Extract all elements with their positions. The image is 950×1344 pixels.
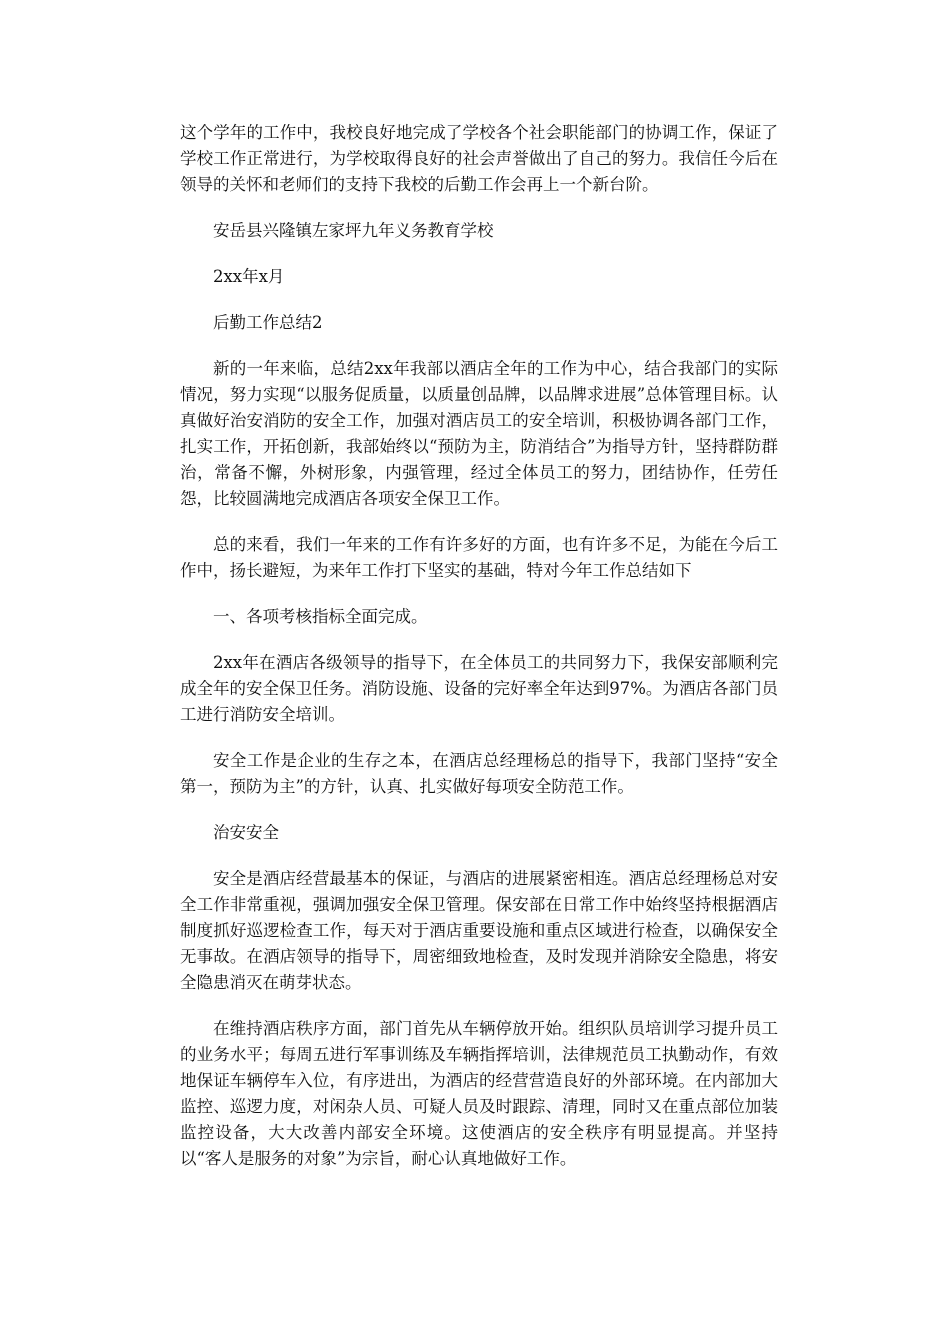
paragraph-overview: 总的来看，我们一年来的工作有许多好的方面，也有许多不足，为能在今后工作中，扬长避短，为来年工作打下坚实的基础，特对今年工作总结如下 xyxy=(180,535,778,580)
document-body xyxy=(180,120,778,1192)
paragraph-order-maintenance: 在维持酒店秩序方面，部门首先从车辆停放开始。组织队员培训学习提升员工的业务水平；每周五进行军事训练及车辆指挥培训，法律规范员工执勤动作，有效地保证车辆停车入位，有序进出，为酒店的经营营造良好的外部环境。在内部加大监控、巡逻力度，对闲杂人员、可疑人员及时跟踪、清理，同时又在重点部位加装监控设备，大大改善内部安全环境。这使酒店的安全秩序有明显提高。并坚持以“客人是服务的对象”为宗旨，耐心认真地做好工作。 xyxy=(180,1019,778,1168)
heading-public-security: 治安安全 xyxy=(213,823,279,842)
date-line: 2xx年x月 xyxy=(213,267,285,286)
section-title: 后勤工作总结2 xyxy=(213,313,323,332)
paragraph-security-details: 安全是酒店经营最基本的保证，与酒店的进展紧密相连。酒店总经理杨总对安全工作非常重视，强调加强安全保卫管理。保安部在日常工作中始终坚持根据酒店制度抓好巡逻检查工作，每天对于酒店重要设施和重点区域进行检查，以确保安全无事故。在酒店领导的指导下，周密细致地检查，及时发现并消除安全隐患，将安全隐患消灭在萌芽状态。 xyxy=(180,869,778,992)
paragraph-safety-policy: 安全工作是企业的生存之本，在酒店总经理杨总的指导下，我部门坚持“安全第一，预防为主”的方针，认真、扎实做好每项安全防范工作。 xyxy=(180,751,778,796)
paragraph-fire-safety: 2xx年在酒店各级领导的指导下，在全体员工的共同努力下，我保安部顺利完成全年的安全保卫任务。消防设施、设备的完好率全年达到97%。为酒店各部门员工进行消防安全培训。 xyxy=(180,653,778,724)
heading-indicators: 一、各项考核指标全面完成。 xyxy=(213,607,428,626)
paragraph-intro: 新的一年来临，总结2xx年我部以酒店全年的工作为中心，结合我部门的实际情况，努力实现“以服务促质量，以质量创品牌，以品牌求进展”总体管理目标。认真做好治安消防的安全工作，加强对酒店员工的安全培训，积极协调各部门工作，扎实工作，开拓创新，我部始终以“预防为主，防消结合”为指导方针，坚持群防群治，常备不懈，外树形象，内强管理，经过全体员工的努力，团结协作，任劳任怨，比较圆满地完成酒店各项安全保卫工作。 xyxy=(180,359,778,508)
school-name: 安岳县兴隆镇左家坪九年义务教育学校 xyxy=(213,221,494,240)
paragraph-closing-summary: 这个学年的工作中，我校良好地完成了学校各个社会职能部门的协调工作，保证了学校工作正常进行，为学校取得良好的社会声誉做出了自己的努力。我信任今后在领导的关怀和老师们的支持下我校的后勤工作会再上一个新台阶。 xyxy=(180,123,778,194)
